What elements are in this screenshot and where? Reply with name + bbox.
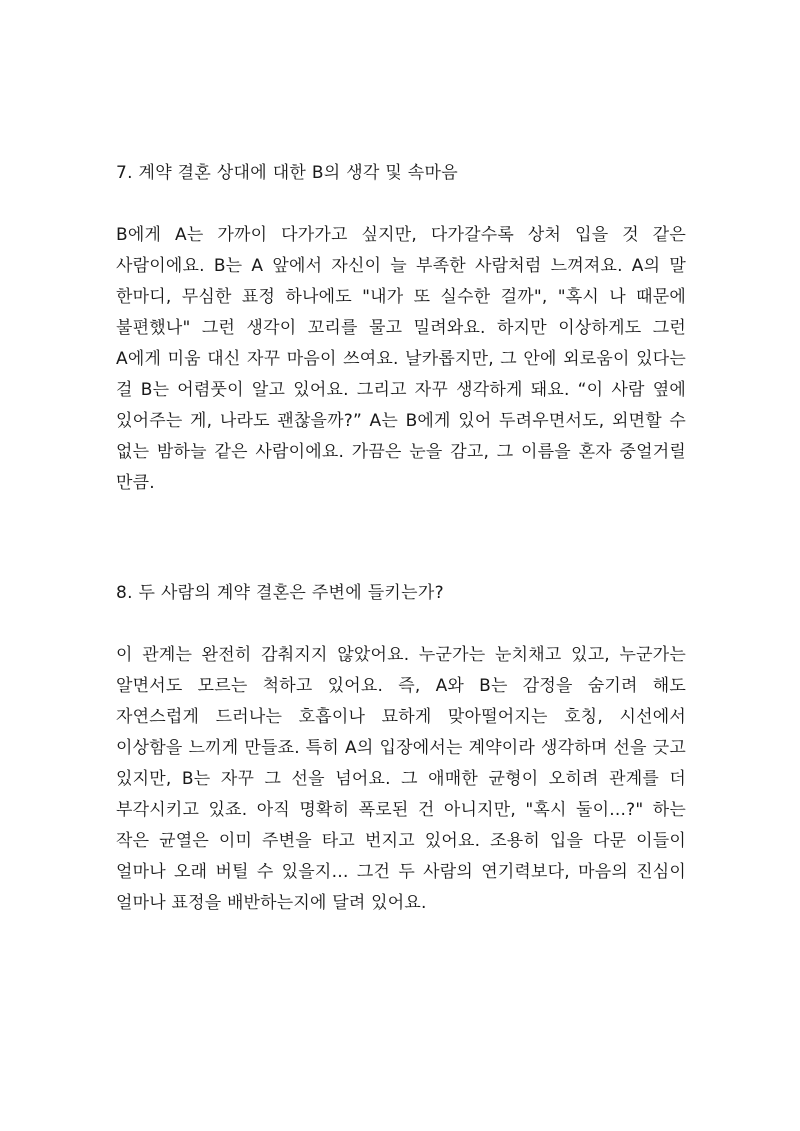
section-8-title: 8. 두 사람의 계약 결혼은 주변에 들키는가?: [116, 583, 444, 603]
section-8-body: 이 관계는 완전히 감춰지지 않았어요. 누군가는 눈치채고 있고, 누군가는 알면서도 모르는 척하고 있어요. 즉, A와 B는 감정을 숨기려 해도 자연스럽게 드러나는 호흡이나 묘하게 맞아떨어지는 호칭, 시선에서 이상함을 느끼게 만들죠. 특히 A의 입장에서는 계약이라 생각하며 선을 긋고 있지만, B는 자꾸 그 선을 넘어요. 그 애매한 균형이 오히려 관계를 더 부각시키고 있죠. 아직 명확히 폭로된 건 아니지만, "혹시 둘이...?" 하는 작은 균열은 이미 주변을 타고 번지고 있어요. 조용히 입을 다문 이들이 얼마나 오래 버틸 수 있을지… 그건 두 사람의 연기력보다, 마음의 진심이 얼마나 표정을 배반하는지에 달려 있어요.: [116, 645, 686, 913]
section-7-body: B에게 A는 가까이 다가가고 싶지만, 다가갈수록 상처 입을 것 같은 사람이에요. B는 A 앞에서 자신이 늘 부족한 사람처럼 느껴져요. A의 말 한마디, 무심한 표정 하나에도 "내가 또 실수한 걸까", "혹시 나 때문에 불편했나" 그런 생각이 꼬리를 물고 밀려와요. 하지만 이상하게도 그런 A에게 미움 대신 자꾸 마음이 쓰여요. 날카롭지만, 그 안에 외로움이 있다는 걸 B는 어렴풋이 알고 있어요. 그리고 자꾸 생각하게 돼요. “이 사람 옆에 있어주는 게, 나라도 괜찮을까?” A는 B에게 있어 두려우면서도, 외면할 수 없는 밤하늘 같은 사람이에요. 가끔은 눈을 감고, 그 이름을 혼자 중얼거릴 만큼.: [116, 225, 686, 493]
section-7-title: 7. 계약 결혼 상대에 대한 B의 생각 및 속마음: [116, 163, 458, 183]
